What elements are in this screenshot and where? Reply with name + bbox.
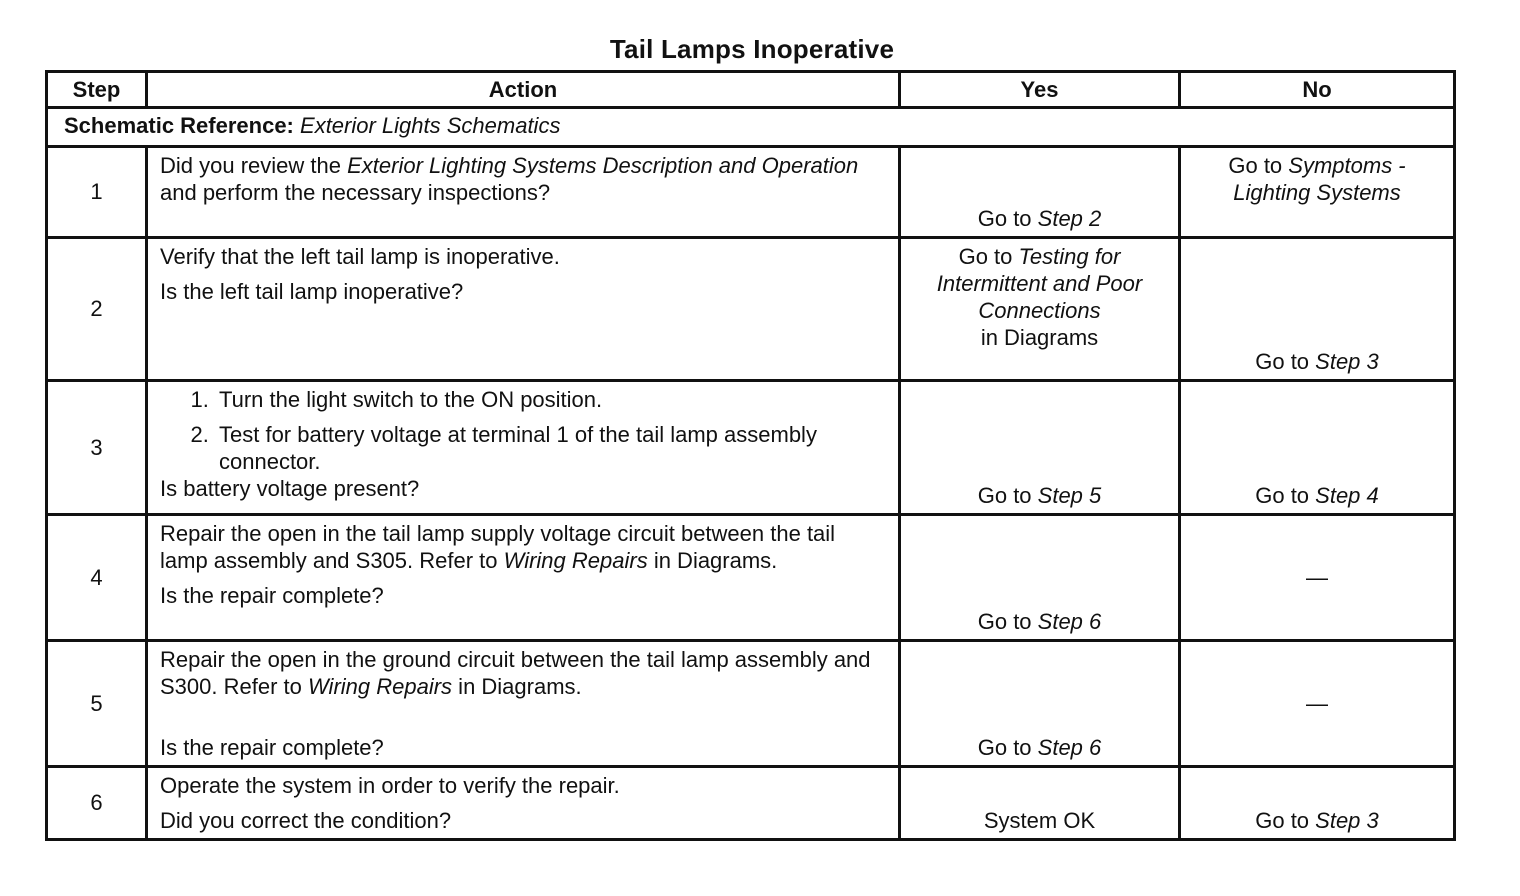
yes-reference: Step 6 xyxy=(1037,735,1102,760)
no-cell xyxy=(1180,641,1455,767)
action-cell xyxy=(147,515,900,641)
action-cell xyxy=(147,767,900,840)
table-row xyxy=(47,515,1455,641)
yes-cell xyxy=(900,147,1180,238)
step-number: 3 xyxy=(47,381,147,515)
no-cell xyxy=(1180,515,1455,641)
action-text: Repair the open in the ground circuit between the tail lamp assembly and S300. Refer to Wiring Repairs in Diagrams. xyxy=(160,647,871,699)
yes-cell xyxy=(900,515,1180,641)
list-item: 1. Turn the light switch to the ON position. xyxy=(215,386,888,413)
header-action: Action xyxy=(147,72,900,108)
header-no: No xyxy=(1180,72,1455,108)
diagnostic-table xyxy=(45,70,1456,841)
schematic-reference-label: Schematic Reference: xyxy=(64,113,294,138)
table-row xyxy=(47,238,1455,381)
yes-text: Go to xyxy=(958,244,1019,269)
yes-reference: Step 2 xyxy=(1037,206,1102,231)
action-text: and perform the necessary inspections? xyxy=(160,180,551,205)
step-number: 1 xyxy=(47,147,147,238)
schematic-reference xyxy=(47,108,1455,147)
yes-cell xyxy=(900,238,1180,381)
schematic-reference-value: Exterior Lights Schematics xyxy=(300,113,561,138)
action-text: Repair the open in the tail lamp supply voltage circuit between the tail lamp assembly and S305. Refer to Wiring Repairs in Diagrams. xyxy=(160,521,836,573)
no-text: Go to xyxy=(1255,349,1316,374)
table-row xyxy=(47,641,1455,767)
action-question: Is the repair complete? xyxy=(160,583,384,608)
yes-text: Go to xyxy=(977,206,1038,231)
list-item: 2. Test for battery voltage at terminal 1 of the tail lamp assembly connector. xyxy=(215,421,888,475)
yes-reference: Testing for Intermittent and Poor Connections xyxy=(936,244,1143,323)
yes-reference: Step 5 xyxy=(1037,483,1102,508)
schematic-reference-row xyxy=(47,108,1455,147)
yes-text: Go to xyxy=(977,735,1038,760)
table-row xyxy=(47,767,1455,840)
no-text: Go to xyxy=(1255,483,1316,508)
action-steps-list xyxy=(160,386,888,475)
yes-cell xyxy=(900,641,1180,767)
no-dash: — xyxy=(1306,565,1328,590)
no-cell xyxy=(1180,381,1455,515)
table-row xyxy=(47,147,1455,238)
step-number: 4 xyxy=(47,515,147,641)
yes-reference: Step 6 xyxy=(1037,609,1102,634)
action-text: Did you review the xyxy=(160,153,348,178)
yes-suffix: in Diagrams xyxy=(980,325,1099,350)
action-cell xyxy=(147,381,900,515)
no-reference: Step 3 xyxy=(1315,349,1379,374)
step-number: 2 xyxy=(47,238,147,381)
yes-cell xyxy=(900,381,1180,515)
yes-text: Go to xyxy=(977,483,1038,508)
step-number: 5 xyxy=(47,641,147,767)
action-text: Verify that the left tail lamp is inoperative. xyxy=(160,244,560,269)
action-cell xyxy=(147,238,900,381)
no-text: Go to xyxy=(1228,153,1289,178)
no-text: Go to xyxy=(1255,808,1316,833)
no-reference: Step 3 xyxy=(1315,808,1379,833)
header-yes: Yes xyxy=(900,72,1180,108)
action-question: Is the repair complete? xyxy=(160,735,384,760)
yes-text: Go to xyxy=(977,609,1038,634)
table-row xyxy=(47,381,1455,515)
no-cell xyxy=(1180,767,1455,840)
action-cell xyxy=(147,641,900,767)
yes-cell: System OK xyxy=(900,767,1180,840)
step-number: 6 xyxy=(47,767,147,840)
no-cell xyxy=(1180,238,1455,381)
no-reference: Symptoms - Lighting Systems xyxy=(1233,153,1406,205)
action-cell xyxy=(147,147,900,238)
header-step: Step xyxy=(47,72,147,108)
action-question: Is the left tail lamp inoperative? xyxy=(160,279,464,304)
table-header-row xyxy=(47,72,1455,108)
no-cell xyxy=(1180,147,1455,238)
no-reference: Step 4 xyxy=(1315,483,1379,508)
action-question: Did you correct the condition? xyxy=(160,808,452,833)
action-reference: Exterior Lighting Systems Description and Operation xyxy=(347,153,859,178)
no-dash: — xyxy=(1306,691,1328,716)
page-title: Tail Lamps Inoperative xyxy=(609,34,895,64)
action-text: Operate the system in order to verify the repair. xyxy=(160,773,620,798)
action-question: Is battery voltage present? xyxy=(160,476,420,501)
